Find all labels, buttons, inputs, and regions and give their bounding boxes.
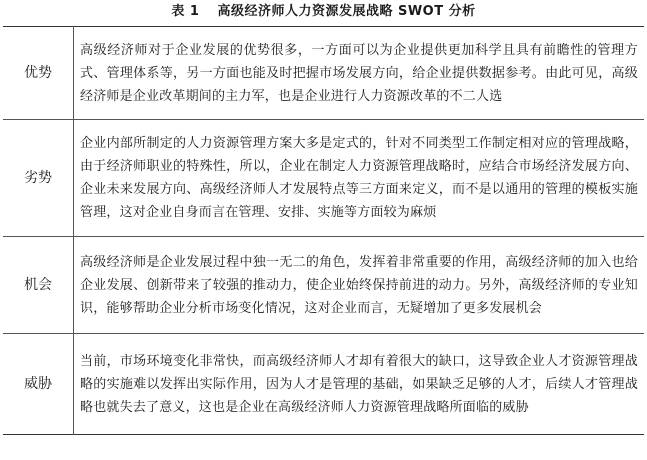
row-label-threats: 威胁 — [3, 334, 74, 435]
table-caption — [0, 0, 647, 24]
swot-table — [3, 26, 644, 435]
table-row-opportunities — [3, 237, 644, 334]
row-label-weaknesses: 劣势 — [3, 120, 74, 237]
row-label-strengths: 优势 — [3, 27, 74, 120]
table-title: 高级经济师人力资源发展战略 SWOT 分析 — [217, 4, 476, 19]
row-text-weaknesses: 企业内部所制定的人力资源管理方案大多是定式的，针对不同类型工作制定相对应的管理战略，由于经济师职业的特殊性，所以，企业在制定人力资源管理战略时，应结合市场经济发展方向、企业未来发展方向、高级经济师人才发展特点等三方面来定义，而不是以通用的管理的模板实施管理，这对企业自身而言在管理、安排、实施等方面较为麻烦 — [74, 120, 645, 237]
table-row-weaknesses — [3, 120, 644, 237]
row-text-strengths: 高级经济师对于企业发展的优势很多，一方面可以为企业提供更加科学且具有前瞻性的管理方式、管理体系等，另一方面也能及时把握市场发展方向，给企业提供数据参考。由此可见，高级经济师是企业改革期间的主力军，也是企业进行人力资源改革的不二人选 — [80, 42, 638, 104]
row-text-opportunities: 高级经济师是企业发展过程中独一无二的角色，发挥着非常重要的作用，高级经济师的加入也给企业发展、创新带来了较强的推动力，使企业始终保持前进的动力。另外，高级经济师的专业知识，能够帮助企业分析市场变化情况，这对企业而言，无疑增加了更多发展机会 — [74, 237, 645, 334]
row-label-opportunities: 机会 — [3, 237, 74, 334]
row-text-threats: 当前，市场环境变化非常快，而高级经济师人才却有着很大的缺口，这导致企业人才资源管理战略的实施难以发挥出实际作用，因为人才是管理的基础，如果缺乏足够的人才，后续人才管理战略也就失去了意义，这也是企业在高级经济师人力资源管理战略所面临的威胁 — [74, 334, 645, 435]
table-row-strengths — [3, 27, 644, 120]
table-row-threats — [3, 334, 644, 435]
table-number: 表 1 — [171, 4, 200, 19]
